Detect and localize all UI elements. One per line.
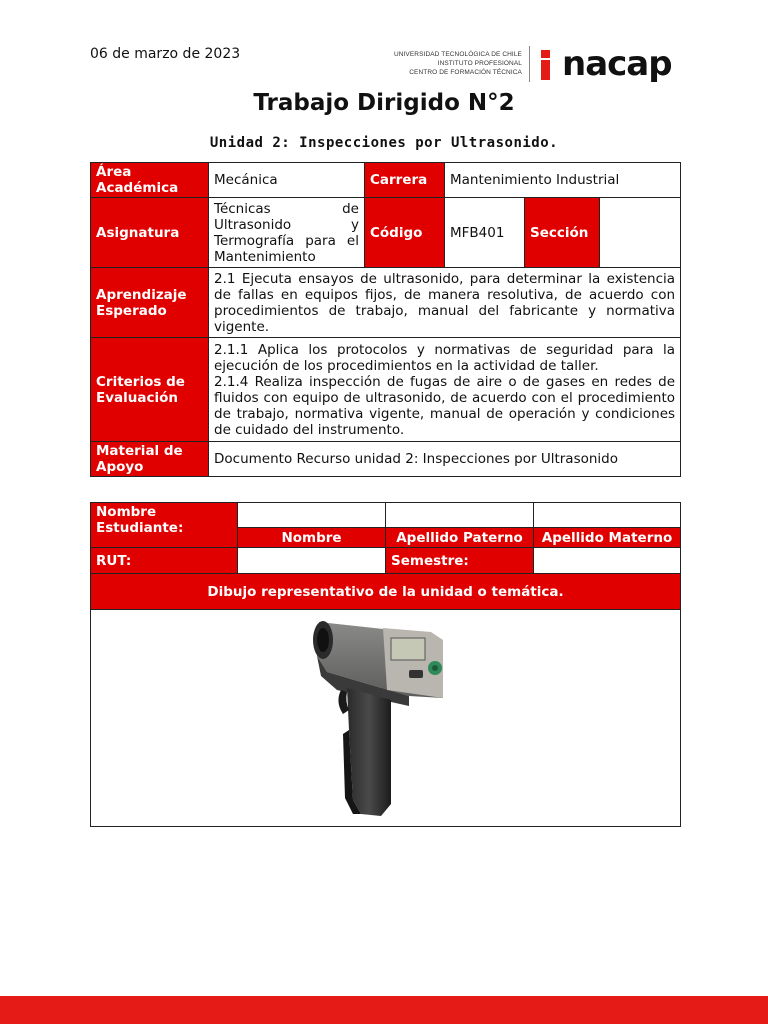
ultrasonic-detector-image [91, 610, 681, 826]
aprendizaje-label: Aprendizaje Esperado [91, 268, 209, 338]
table-row [91, 198, 681, 268]
table-row [91, 574, 681, 610]
apellido-paterno-header: Apellido Paterno [386, 528, 534, 548]
semestre-input-cell[interactable] [534, 548, 681, 574]
dibujo-label: Dibujo representativo de la unidad o temática. [91, 574, 681, 610]
apellido-materno-header: Apellido Materno [534, 528, 681, 548]
apellido-paterno-input-cell[interactable] [386, 503, 534, 528]
criterio-2-1-4: 2.1.4 Realiza inspección de fugas de aire o de gases en redes de fluidos con equipo de ultrasonido, de acuerdo con el procedimiento de trabajo, normativa vigente, manual de operación y condiciones de cuidado del instrumento. [214, 373, 676, 438]
course-info-table [90, 162, 681, 477]
rut-input-cell[interactable] [238, 548, 386, 574]
table-row [91, 548, 681, 574]
drawing-cell [91, 610, 681, 827]
area-label: Área Académica [91, 163, 209, 198]
institution-lines: UNIVERSIDAD TECNOLÓGICA DE CHILE INSTITUTO PROFESIONAL CENTRO DE FORMACIÓN TÉCNICA [393, 51, 522, 76]
logo-separator [529, 46, 530, 82]
inacap-mark-icon [541, 50, 563, 80]
seccion-value [600, 198, 681, 268]
table-row [91, 503, 681, 528]
nombre-header: Nombre [238, 528, 386, 548]
carrera-value: Mantenimiento Industrial [445, 163, 681, 198]
carrera-label: Carrera [365, 163, 445, 198]
institution-logo [384, 44, 684, 94]
criterios-label: Criterios de Evaluación [91, 338, 209, 442]
criterios-value [209, 338, 681, 442]
footer-bar [0, 996, 768, 1024]
table-row [91, 610, 681, 827]
material-value: Documento Recurso unidad 2: Inspecciones por Ultrasonido [209, 442, 681, 477]
page-subtitle: Unidad 2: Inspecciones por Ultrasonido. [209, 135, 559, 151]
table-row [91, 338, 681, 442]
document-date: 06 de marzo de 2023 [90, 46, 241, 62]
material-label: Material de Apoyo [91, 442, 209, 477]
codigo-label: Código [365, 198, 445, 268]
nombre-input-cell[interactable] [238, 503, 386, 528]
table-row [91, 268, 681, 338]
student-table [90, 502, 681, 827]
semestre-label: Semestre: [386, 548, 534, 574]
codigo-value: MFB401 [445, 198, 525, 268]
nombre-estudiante-label: Nombre Estudiante: [91, 503, 238, 548]
criterio-2-1-1: 2.1.1 Aplica los protocolos y normativas de seguridad para la ejecución de los procedimientos en la actividad de taller. [214, 341, 676, 374]
asignatura-value: Técnicas de Ultrasonido y Termografía para el Mantenimiento [209, 198, 365, 268]
asignatura-label: Asignatura [91, 198, 209, 268]
table-row [91, 442, 681, 477]
logo-wordmark: nacap [562, 44, 672, 84]
page-title: Trabajo Dirigido N°2 [253, 90, 515, 116]
seccion-label: Sección [525, 198, 600, 268]
area-value: Mecánica [209, 163, 365, 198]
table-row [91, 163, 681, 198]
rut-label: RUT: [91, 548, 238, 574]
apellido-materno-input-cell[interactable] [534, 503, 681, 528]
aprendizaje-value: 2.1 Ejecuta ensayos de ultrasonido, para determinar la existencia de fallas en equipos fijos, de manera resolutiva, de acuerdo con procedimientos de trabajo, manual del fabricante y normativa vigente. [209, 268, 681, 338]
